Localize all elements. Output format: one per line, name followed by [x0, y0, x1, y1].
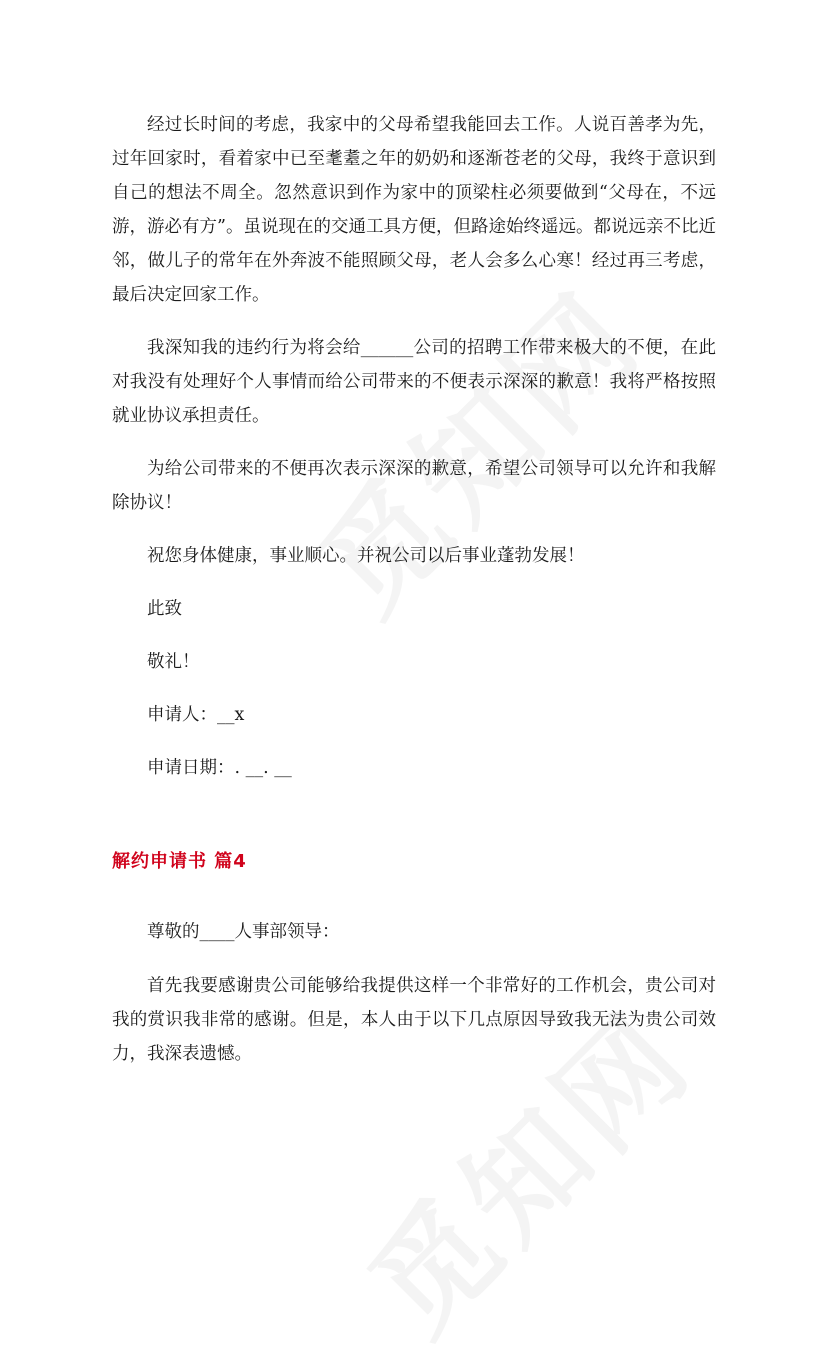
closing-line-2: 敬礼！ [147, 652, 200, 672]
applicant-line: 申请人：__x [147, 705, 245, 725]
paragraph-reason: 经过长时间的考虑，我家中的父母希望我能回去工作。人说百善孝为先，过年回家时，看着家中已至耄耋之年的奶奶和逐渐苍老的父母，我终于意识到自己的想法不周全。忽然意识到作为家中的顶梁柱必须要做到“父母在，不远游，游必有方”。虽说现在的交通工具方便，但路途始终遥远。都说远亲不比近邻，做儿子的常年在外奔波不能照顾父母，老人会多么心寒！经过再三考虑，最后决定回家工作。 [112, 115, 716, 305]
document-body [112, 108, 716, 1071]
paragraph-opening: 首先我要感谢贵公司能够给我提供这样一个非常好的工作机会，贵公司对我的赏识我非常的感谢。但是，本人由于以下几点原因导致我无法为贵公司效力，我深表遗憾。 [112, 976, 716, 1064]
salutation: 尊敬的____人事部领导： [147, 922, 340, 942]
paragraph-request: 为给公司带来的不便再次表示深深的歉意，希望公司领导可以允许和我解除协议！ [112, 459, 716, 513]
section-heading: 解约申请书 篇4 [112, 851, 247, 872]
closing-line-1: 此致 [147, 599, 182, 619]
date-line: 申请日期：. __. __ [147, 758, 292, 778]
paragraph-wishes: 祝您身体健康，事业顺心。并祝公司以后事业蓬勃发展！ [147, 546, 585, 566]
paragraph-apology: 我深知我的违约行为将会给______公司的招聘工作带来极大的不便，在此对我没有处理好个人事情而给公司带来的不便表示深深的歉意！我将严格按照就业协议承担责任。 [112, 338, 716, 426]
